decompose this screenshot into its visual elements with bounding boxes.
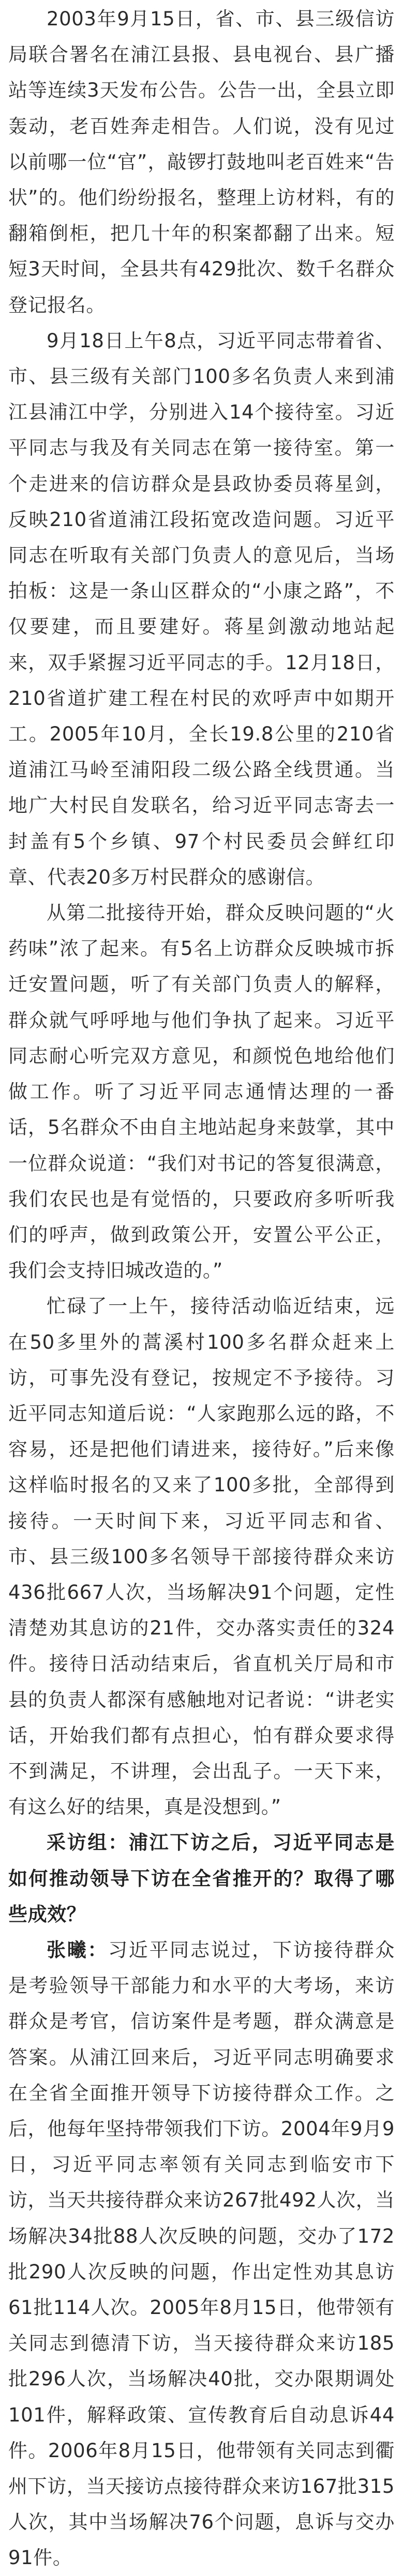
answer-speaker-label: 张曦： [47,1938,109,1961]
interview-answer [8,1932,395,2576]
question-speaker-label: 采访组： [47,1831,129,1854]
article-paragraph: 从第二批接待开始，群众反映问题的“火药味”浓了起来。有5名上访群众反映城市拆迁安置问题，听了有关部门负责人的解释，群众就气呼呼地与他们争执了起来。习近平同志耐心听完双方意见，和颜悦色地给他们做工作。听了习近平同志通情达理的一番话，5名群众不由自主地站起身来鼓掌，其中一位群众说道：“我们对书记的答复很满意，我们农民也是有觉悟的，只要政府多听听我们的呼声，做到政策公开，安置公平公正，我们会支持旧城改造的。” [8,902,395,1282]
article-paragraph: 忙碌了一上午，接待活动临近结束，远在50多里外的蒿溪村100多名群众赶来上访，可事先没有登记，按规定不予接待。习近平同志知道后说：“人家跑那么远的路，不容易，还是把他们请进来，接待好。”后来像这样临时报名的又来了100多批，全部得到接待。一天时间下来，习近平同志和省、市、县三级100多名领导干部接待群众来访436批667人次，当场解决91个问题，定性清楚劝其息访的21件，交办落实责任的324件。接待日活动结束后，省直机关厅局和市县的负责人都深有感触地对记者说：“讲老实话，开始我们都有点担心，怕有群众要求得不到满足，不讲理，会出乱子。一天下来，有这么好的结果，真是没想到。” [8,1295,395,1818]
article-paragraph: 9月18日上午8点，习近平同志带着省、市、县三级有关部门100多名负责人来到浦江县浦江中学，分别进入14个接待室。习近平同志与我及有关同志在第一接待室。第一个走进来的信访群众是县政协委员蒋星剑，反映210省道浦江段拓宽改造问题。习近平同志在听取有关部门负责人的意见后，当场拍板：这是一条山区群众的“小康之路”，不仅要建，而且要建好。蒋星剑激动地站起来，双手紧握习近平同志的手。12月18日，210省道扩建工程在村民的欢呼声中如期开工。2005年10月，全长19.8公里的210省道浦江马岭至浦阳段二级公路全线贯通。当地广大村民自发联名，给习近平同志寄去一封盖有5个乡镇、97个村民委员会鲜红印章、代表20多万村民群众的感谢信。 [8,329,395,888]
answer-text: 习近平同志说过，下访接待群众是考验领导干部能力和水平的大考场，来访群众是考官，信访案件是考题，群众满意是答案。从浦江回来后，习近平同志明确要求在全省全面推开领导下访接待群众工作。之后，他每年坚持带领我们下访。2004年9月9日，习近平同志率领有关同志到临安市下访，当天共接待群众来访267批492人次，当场解决34批88人次反映的问题，交办了172批290人次反映的问题，作出定性劝其息访61批114人次。2005年8月15日，他带领有关同志到德清下访，当天接待群众来访185批296人次，当场解决40批，交办限期调处101件，解释政策、宣传教育后自动息诉44件。2006年8月15日，他带领有关同志到衢州下访，当天接访点接待群众来访167批315人次，其中当场解决76个问题，息诉与交办91件。 [8,1938,395,2569]
interview-question [8,1825,395,1932]
article-paragraph: 2003年9月15日，省、市、县三级信访局联合署名在浦江县报、县电视台、县广播站等连续3天发布公告。公告一出，全县立即轰动，老百姓奔走相告。人们说，没有见过以前哪一位“官”，敲锣打鼓地叫老百姓来“告状”的。他们纷纷报名，整理上访材料，有的翻箱倒柜，把几十年的积案都翻了出来。短短3天时间，全县共有429批次、数千名群众登记报名。 [8,8,395,316]
question-text: 浦江下访之后，习近平同志是如何推动领导下访在全省推开的？取得了哪些成效？ [8,1831,395,1925]
